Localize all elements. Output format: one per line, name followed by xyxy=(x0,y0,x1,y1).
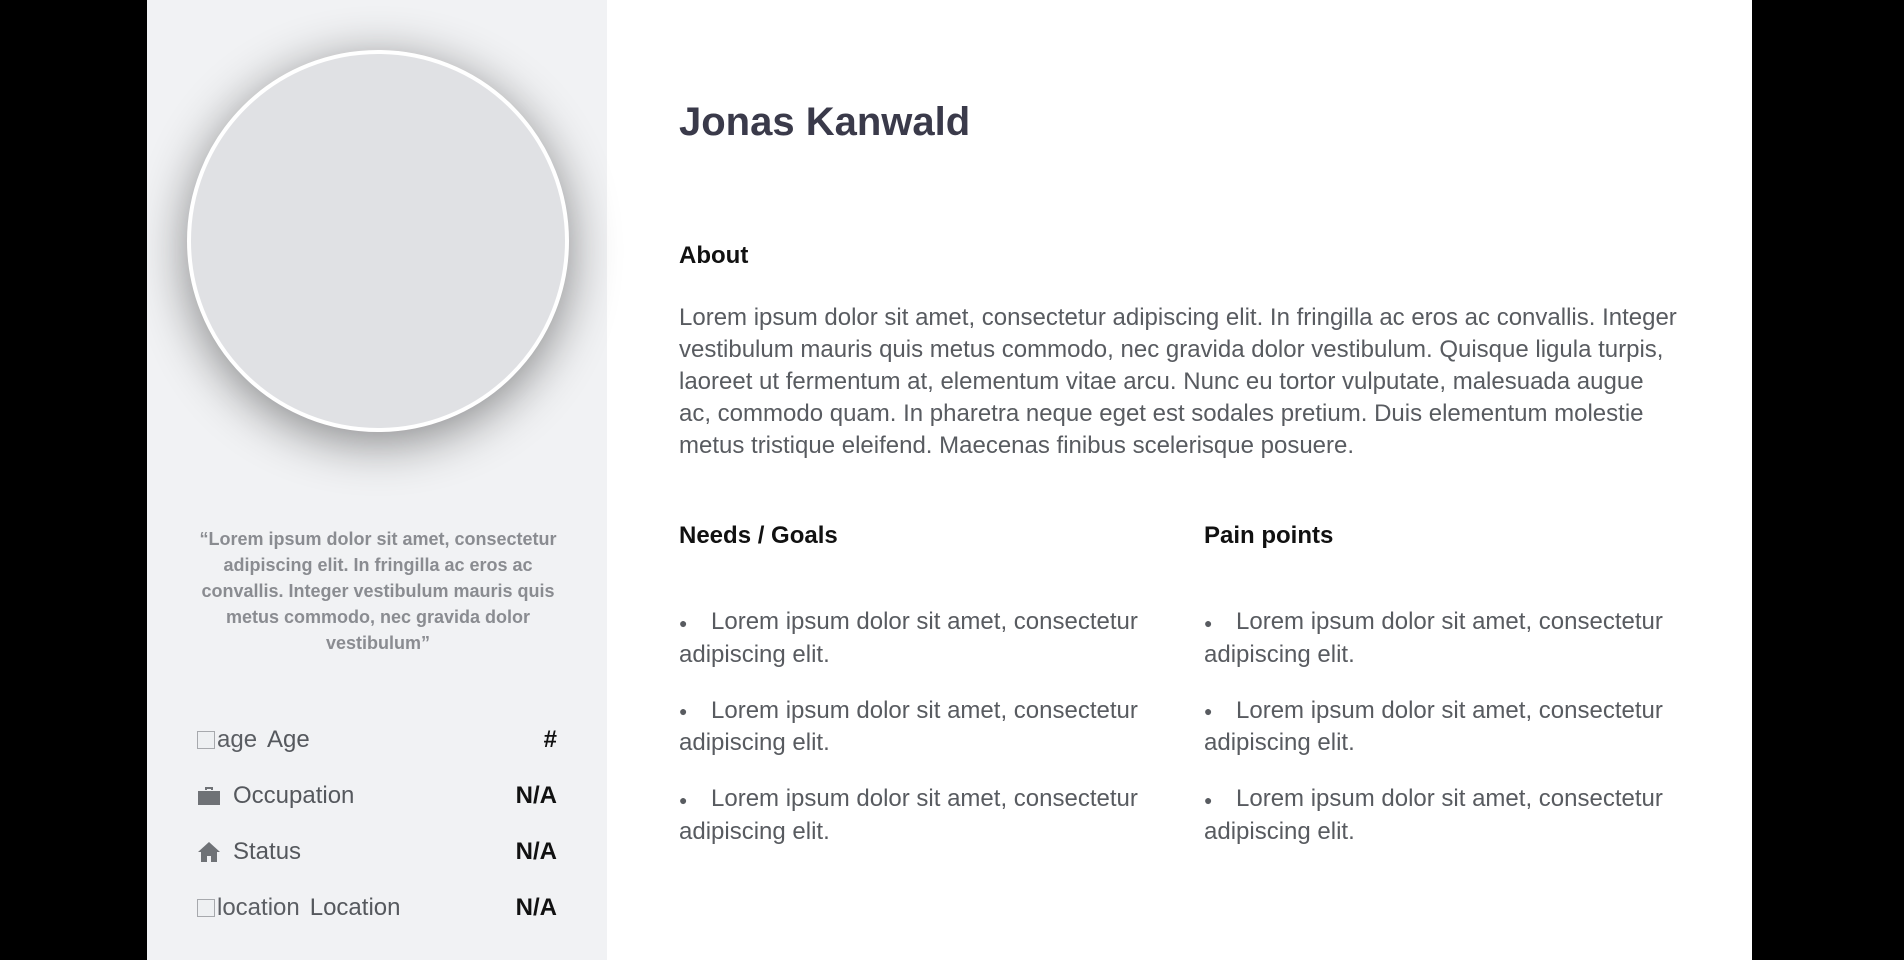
attribute-value: N/A xyxy=(515,894,557,921)
attribute-row-age xyxy=(197,712,557,768)
briefcase-icon xyxy=(197,784,221,808)
about-text: Lorem ipsum dolor sit amet, consectetur adipiscing elit. In fringilla ac eros ac convallis. Integer vestibulum mauris quis metus commodo, nec gravida dolor vestibulum. Quisque ligula turpis, laoreet ut fermentum at, elementum vitae arcu. Nunc eu tortor vulputate, malesuada augue ac, commodo quam. In pharetra neque eget est sodales pretium. Duis elementum molestie metus tristique eleifend. Maecenas finibus scelerisque posuere. xyxy=(679,304,1677,459)
list-item: ● Lorem ipsum dolor sit amet, consectetur adipiscing elit. xyxy=(679,696,1138,757)
bullet-icon: ● xyxy=(679,791,688,808)
persona-main xyxy=(679,0,1689,960)
attribute-label: Age xyxy=(267,726,310,753)
list-item: ● Lorem ipsum dolor sit amet, consectetur adipiscing elit. xyxy=(679,785,1138,845)
attribute-row-location xyxy=(197,880,557,936)
list-item: ● Lorem ipsum dolor sit amet, consectetur adipiscing elit. xyxy=(1204,608,1663,668)
broken-image-icon: age xyxy=(197,726,257,754)
needs-goals-list xyxy=(679,606,1159,872)
bullet-icon: ● xyxy=(1204,703,1213,720)
attribute-row-status xyxy=(197,824,557,880)
attribute-label: Status xyxy=(233,838,302,865)
persona-sidebar xyxy=(147,0,607,960)
pain-points-title: Pain points xyxy=(1204,522,1334,549)
avatar xyxy=(187,50,569,432)
attribute-label: Occupation xyxy=(233,782,355,809)
persona-page xyxy=(147,0,1752,960)
attribute-label: Location xyxy=(309,894,401,921)
list-item: ● Lorem ipsum dolor sit amet, consectetur adipiscing elit. xyxy=(1204,696,1663,757)
pain-points-list xyxy=(1204,606,1684,872)
attribute-row-occupation xyxy=(197,768,557,824)
needs-goals-title: Needs / Goals xyxy=(679,522,838,549)
bullet-icon: ● xyxy=(679,703,688,720)
broken-image-icon: location xyxy=(197,894,300,922)
bullet-icon: ● xyxy=(1204,791,1213,808)
list-item: ● Lorem ipsum dolor sit amet, consectetur adipiscing elit. xyxy=(679,608,1138,668)
bullet-icon: ● xyxy=(1204,614,1213,631)
attribute-value: N/A xyxy=(515,838,557,865)
attribute-value: N/A xyxy=(515,782,557,809)
about-title: About xyxy=(679,242,749,269)
list-item: ● Lorem ipsum dolor sit amet, consectetur adipiscing elit. xyxy=(1204,785,1663,845)
attribute-value: # xyxy=(543,726,557,753)
home-icon xyxy=(197,840,221,864)
persona-name: Jonas Kanwald xyxy=(679,100,971,144)
attribute-list xyxy=(197,712,557,936)
persona-quote: “Lorem ipsum dolor sit amet, consectetur adipiscing elit. In fringilla ac eros ac convallis. Integer vestibulum mauris quis metus commodo, nec gravida dolor vestibulum” xyxy=(199,529,557,653)
bullet-icon: ● xyxy=(679,614,688,631)
